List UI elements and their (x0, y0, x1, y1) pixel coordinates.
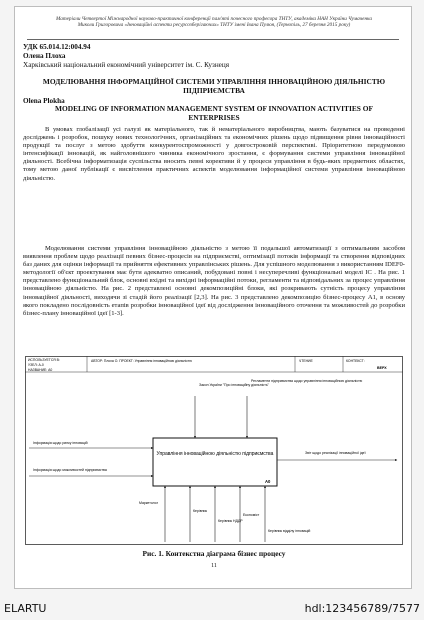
handle-identifier[interactable]: hdl:123456789/7577 (304, 602, 420, 615)
header-divider (27, 39, 399, 40)
viewer-footer (0, 600, 424, 620)
diagram-header-right-3: ВЕРХ (377, 366, 387, 370)
process-code: А0 (265, 479, 271, 484)
control-label-2: Регламенти підприємства щодо управління інноваційною діяльністю (251, 379, 363, 383)
diagram-header-right-1: ЧТЕНИЕ (299, 359, 313, 363)
mechanism-label-5: Керівник відділу інновацій (268, 529, 311, 533)
diagram-header-mid: АВТОР: Плоха О. ПРОЕКТ: Управління інноваційною діяльністю (91, 359, 192, 363)
paragraph-1 (23, 126, 405, 183)
mechanism-label-2: Керівник (193, 509, 207, 513)
figure-caption: Рис. 1. Контекстна діаграма бізнес процесу (142, 549, 286, 558)
process-label: Управління інноваційною діяльністю підприємства (156, 451, 274, 457)
mechanism-label-3: Керівник НДДР (218, 519, 243, 523)
input-label-1: Інформація щодо ринку інновацій (33, 441, 88, 445)
mechanism-label-4: Економіст (243, 513, 260, 517)
author-affiliation: Харківський національний економічний університет ім. С. Кузнеця (23, 61, 230, 69)
diagram-header-right-2: КОНТЕКСТ: (346, 359, 365, 363)
repository-name: ELARTU (4, 602, 47, 615)
article-title-en: MODELING OF INFORMATION MANAGEMENT SYSTEM OF INNOVATION ACTIVITIES OF ENTERPRISES (55, 104, 373, 122)
article-title-ua: МОДЕЛЮВАННЯ ІНФОРМАЦІЙНОЇ СИСТЕМИ УПРАВЛІННЯ ІННОВАЦІЙНОЮ ДІЯЛЬНІСТЮ ПІДПРИЄМСТВА (42, 77, 386, 95)
page-number: 11 (211, 563, 217, 569)
mechanism-label-1: Маркетолог (139, 501, 158, 505)
paragraph-2 (23, 245, 405, 318)
idef0-context-diagram (25, 356, 403, 545)
diagram-header-left-2: УЗЕЛ: А-0 (28, 363, 44, 367)
author-name-en: Olena Plokha (23, 97, 65, 105)
document-page (14, 6, 412, 589)
udk-code: УДК 65.014.12:004.94 (23, 43, 91, 51)
paragraph-1-text: В умовах глобалізації усі галузі як матеріального, так й нематеріального виробництва, мають базуватися на проведенні досліджень і розробок, пошуку нових технологічних, організаційних та економічних рішень щодо підвищення рівня інноваційності продукції та послуг з метою здобуття конкурентоспроможності у довгостроковій перспективі. Пріоритетною передумовою інтенсифікації інновацій, як найголовнішого чинника економічного зростання, є формування системи управління інноваційної діяльності. Всебічна інформатизація суспільства вносить певні корективи й у процеси управління в будь-яких предметних областях, тому метою даної публікації є висвітлення практичних аспектів моделювання інформаційної системи управління інноваційною діяльністю. (23, 126, 405, 182)
diagram-header-left-1: ИСПОЛЬЗУЕТСЯ В: (28, 358, 60, 362)
control-label-1: Закон України "Про інноваційну діяльність" (199, 383, 269, 387)
input-label-2: Інформація щодо можливостей підприємства (33, 468, 107, 472)
author-name-ua: Олена Плоха (23, 52, 66, 60)
output-label-1: Звіт щодо реалізації інноваційної ідеї (305, 451, 366, 455)
diagram-header-left-3: НАЗВАНИЕ: А0 (28, 368, 53, 372)
process-box-a0 (153, 438, 277, 486)
conference-header: Матеріали Четвертої Міжнародної науково-практичної конференції пам'яті почесного професора ТНТУ, академіка НАН України Чумаченка Миколи Григоровича «Інноваційні аспекти ресурсозберігаючих» ТНТУ імені Івана Пулюя, (Тернопіль, 27 березня 2015 року) (56, 16, 372, 29)
paragraph-2-text: Моделювання системи управління інноваційною діяльністю з метою її подальшої автоматизації з оптимальним засобом виявлення проблем щодо реалізації певних бізнес-процесів на підприємстві, оптимізації потоків інформації та створення відповідних баз даних для оцінки інформації та прийняття ефективних управлінських рішень. Для успішного моделювання з використанням IDEF0-методології об'єкт проектування має бути адекватно описаний, побудовані повні і несуперечливі функціональні моделі ІС . На рис. 1 представлено функціональний блок, основні вхідні та вихідні інформаційні потоки, регламенти та відповідальних за процес управління інноваційною діяльністю. На рис. 2 представлені основні декомпозиційні блоки, які розкривають сутність процесу управління інноваційної діяльності, виходячи зі стадій його реалізації [2,3]. На рис. 3 представлено декомпозицію бізнес-процесу А1, в основу якого покладено послідовність етапів розробки інноваційної ідеї від дослідження інноваційного оточення та можливостей до розробки бізнес-плану інноваційної ідеї [1-3]. (23, 245, 405, 317)
